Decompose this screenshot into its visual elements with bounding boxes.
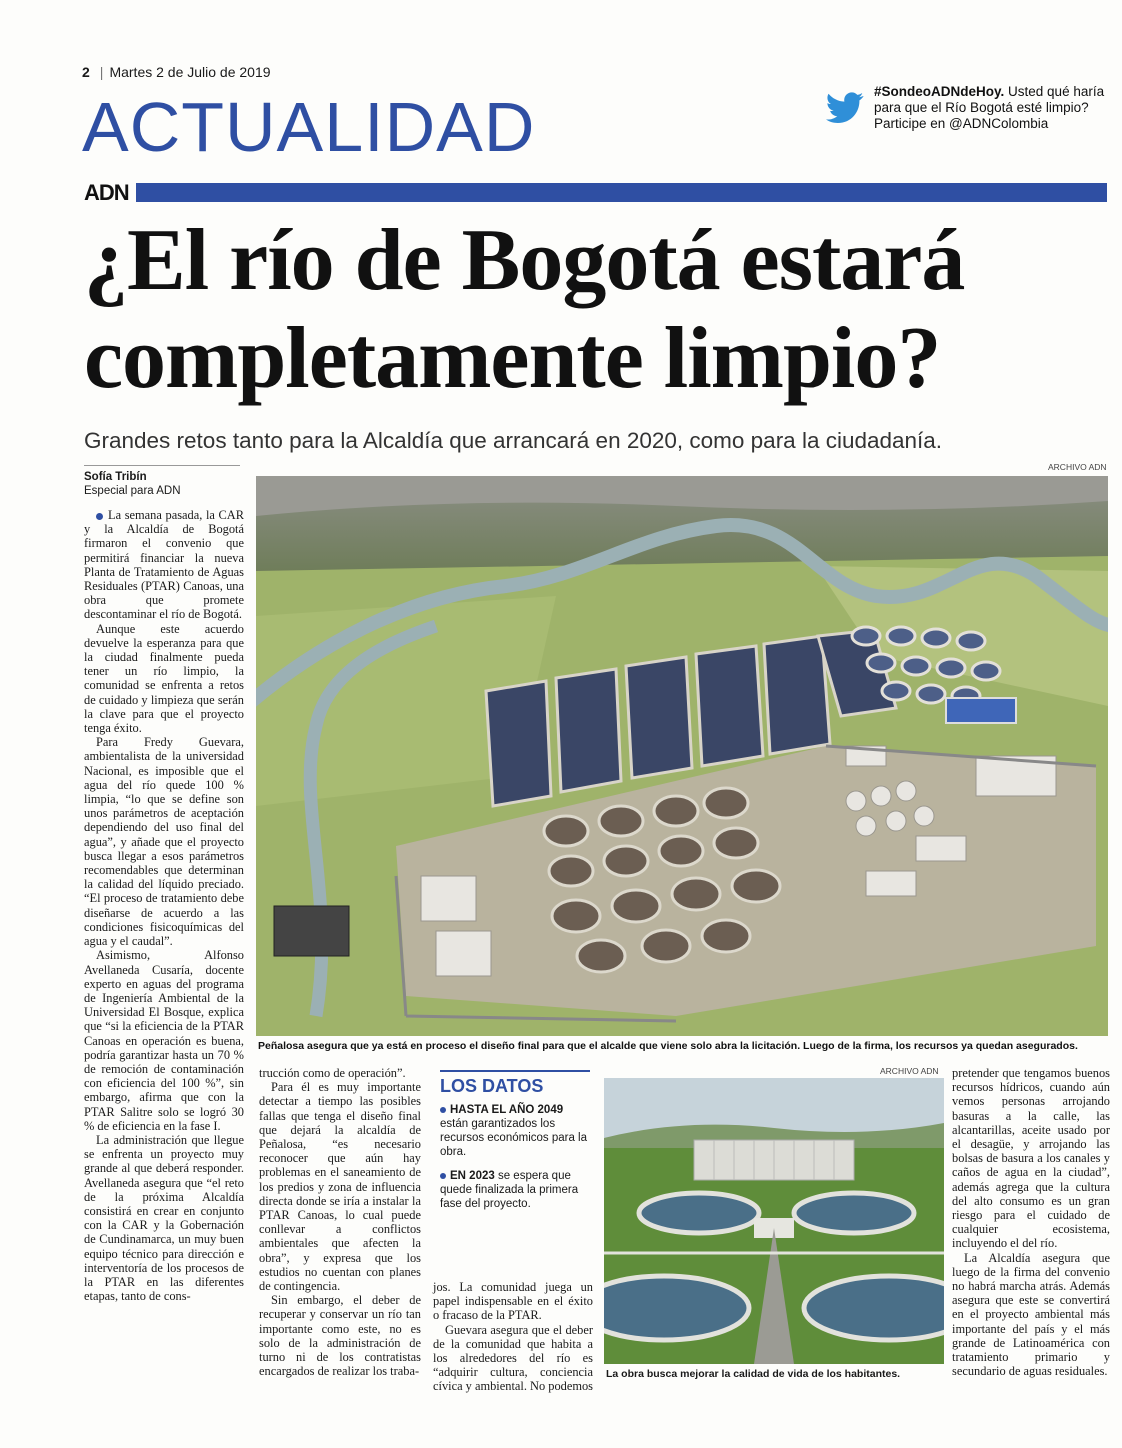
paragraph: pretender que tengamos buenos recursos hídricos, cuando aún vemos personas arrojando basuras a la calle, las alcantarillas, aceite usado por el desagüe, y arrojando las bolsas de basura a los canales y caños de agua en la ciudad”, además agrega que la cultura del alto consumo es un gran riesgo para el cuidado de cualquier ecosistema, incluyendo el del río. [952, 1066, 1110, 1251]
paragraph: Guevara asegura que el deber de la comunidad que habita a los alrededores del río es “adquirir cultura, conciencia cívica y ambiental. No podemos [433, 1322, 594, 1394]
datos-lead: HASTA EL AÑO 2049 [450, 1104, 564, 1116]
photo-credit: ARCHIVO ADN [1048, 462, 1107, 472]
lead-bullet-icon [96, 513, 103, 520]
author-role: Especial para ADN [84, 485, 181, 497]
article-column-4 [952, 1066, 1110, 1378]
los-datos-title: LOS DATOS [440, 1070, 590, 1097]
secondary-photo [604, 1078, 944, 1364]
folio-separator: | [99, 64, 104, 80]
twitter-bird-icon [826, 92, 864, 124]
tweet-hashtag: #SondeoADNdeHoy. [874, 84, 1005, 99]
clarifier-render-illustration [604, 1078, 944, 1364]
paragraph: Aunque este acuerdo devuelve la esperanza para que la ciudad finalmente pueda tener un río limpio, la comunidad se enfrenta a retos de cuidado y limpieza que serán la clave para que el proyecto tenga éxito. [84, 621, 244, 736]
datos-item [440, 1169, 590, 1211]
paragraph: La Alcaldía asegura que luego de la firma del convenio no habrá marcha atrás. Además asegura que este se convertirá en el proyecto ambiental más importante del país y el más grande de Latinoamérica con tratamiento primario y secundario de aguas residuales. [952, 1250, 1110, 1379]
datos-text: se espera que quede finalizada la primera fase del proyecto. [440, 1170, 579, 1210]
los-datos-box [440, 1070, 590, 1221]
bullet-icon [440, 1173, 446, 1179]
article-column-1 [84, 508, 244, 1303]
tweet-cta: Participe en @ADNColombia [874, 116, 1049, 131]
datos-text: están garantizados los recursos económicos para la obra. [440, 1118, 588, 1158]
article-column-3 [433, 1280, 593, 1394]
brand-name: ADN [84, 180, 129, 205]
section-title: ACTUALIDAD [82, 88, 536, 166]
photo2-credit: ARCHIVO ADN [880, 1066, 939, 1076]
paragraph: Para Fredy Guevara, ambientalista de la universidad Nacional, es imposible que el agua del río quede 100 % limpia, “lo que se define son unos parámetros de aceptación dependiendo del uso final del agua”, y añade que el proyecto busca llegar a esos parámetros recomendables que determinan la calidad del líquido preciado. “El proceso de tratamiento debe diseñarse de acuerdo a las condiciones fisicoquímicas del agua y el caudal”. [84, 735, 244, 949]
byline [84, 465, 240, 498]
paragraph [84, 508, 244, 622]
datos-item [440, 1103, 590, 1159]
paragraph: jos. La comunidad juega un papel indispensable en el éxito o fracaso de la PTAR. [433, 1280, 593, 1323]
article-column-2 [259, 1066, 421, 1378]
author-name: Sofía Tribín [84, 471, 147, 483]
tweet-question: Usted qué haría para que el Río Bogotá esté limpio? [874, 84, 1105, 115]
plant-aerial-illustration [256, 476, 1108, 1036]
main-photo-caption: Peñalosa asegura que ya está en proceso el diseño final para que el alcalde que viene solo abra la licitación. Luego de la firma, los recursos ya quedan asegurados. [258, 1040, 1078, 1052]
secondary-photo-caption: La obra busca mejorar la calidad de vida de los habitantes. [606, 1368, 901, 1380]
brand-bar [136, 183, 1107, 202]
main-photo [256, 476, 1108, 1036]
deck: Grandes retos tanto para la Alcaldía que arrancará en 2020, como para la ciudadanía. [84, 428, 943, 453]
datos-lead: EN 2023 [450, 1170, 495, 1182]
issue-date: Martes 2 de Julio de 2019 [109, 64, 271, 80]
headline: ¿El río de Bogotá estará completamente limpio? [84, 212, 965, 407]
paragraph: Sin embargo, el deber de recuperar y conservar un río tan importante como este, no es solo de la administración de turno ni de los contratistas encargados de realizar los traba- [259, 1293, 421, 1379]
bullet-icon [440, 1107, 446, 1113]
paragraph-text: La semana pasada, la CAR y la Alcaldía de Bogotá firmaron el convenio que permitirá financiar la nueva Planta de Tratamiento de Aguas Residuales (PTAR) Canoas, una obra que promete descontaminar el río de Bogotá. [84, 508, 244, 622]
brand-logo [84, 180, 129, 206]
folio [82, 64, 271, 80]
paragraph: trucción como de operación”. [259, 1066, 406, 1080]
paragraph: La administración que llegue se enfrenta un proyecto muy grande al que deberá responder. Avellaneda asegura que “el reto de la próxima Alcaldía consistirá en crear en conjunto con la CAR y la Gobernación de Cundinamarca, un muy buen equipo técnico para dirección e interventoría de los procesos de la PTAR en las diferentes etapas, tanto de cons- [84, 1132, 244, 1304]
paragraph: Para él es muy importante detectar a tiempo las posibles fallas que tenga el diseño final que dejará la alcaldía de Peñalosa, “es necesario reconocer que aún hay problemas en el saneamiento de los predios y zona de influencia directa donde se iría a instalar la PTAR Canoas, lo cual puede conllevar a conflictos ambientales que afecten la obra”, y expresa que los estudios no cuentan con planes de contingencia. [259, 1080, 421, 1294]
paragraph: Asimismo, Alfonso Avellaneda Cusaría, docente experto en aguas del programa de Ingeniería Ambiental de la Universidad El Bosque, explica que “si la eficiencia de la PTAR Canoas en operación es buena, podría garantizar hasta un 70 % de remoción de contaminación con eficiencia del 100 %”, sin embargo, afirma que con la PTAR Salitre solo se logró 30 % de eficiencia en la fase I. [84, 948, 244, 1133]
page-number: 2 [82, 64, 90, 80]
